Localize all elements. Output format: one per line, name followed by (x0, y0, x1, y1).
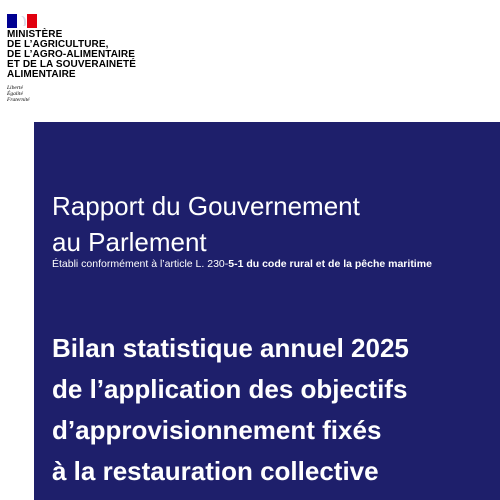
flag-red-band (27, 14, 37, 28)
report-title (52, 188, 360, 260)
main-title-line: Bilan statistique annuel 2025 (52, 333, 409, 363)
ministry-line: ET DE LA SOUVERAINETÉ (7, 59, 136, 70)
motto-line: Fraternité (7, 97, 30, 103)
subtitle-bold: 5-1 du code rural et de la pêche maritime (228, 258, 432, 270)
ministry-line: DE L’AGRICULTURE, (7, 39, 109, 50)
republique-francaise-flag-icon (7, 14, 37, 28)
ministry-line: MINISTÈRE (7, 29, 63, 40)
motto-line: Égalité (7, 91, 23, 97)
report-title-line: au Parlement (52, 227, 207, 257)
motto-line: Liberté (7, 85, 23, 91)
republic-motto (7, 85, 30, 103)
report-title-line: Rapport du Gouvernement (52, 191, 360, 221)
ministry-line: DE L’AGRO-ALIMENTAIRE (7, 49, 136, 60)
ministry-name (7, 30, 136, 80)
ministry-line: ALIMENTAIRE (7, 69, 76, 80)
marianne-profile-icon (18, 16, 26, 26)
subtitle-prefix: Établi conformément à l’article L. 230- (52, 258, 229, 270)
main-title-line: de l’application des objectifs (52, 374, 408, 404)
main-title-line: à la restauration collective (52, 456, 379, 486)
main-title (52, 328, 409, 492)
ministry-header (0, 0, 500, 122)
legal-basis-subtitle (52, 258, 432, 270)
main-title-line: d’approvisionnement fixés (52, 415, 382, 445)
cover-block (34, 122, 500, 500)
flag-blue-band (7, 14, 17, 28)
